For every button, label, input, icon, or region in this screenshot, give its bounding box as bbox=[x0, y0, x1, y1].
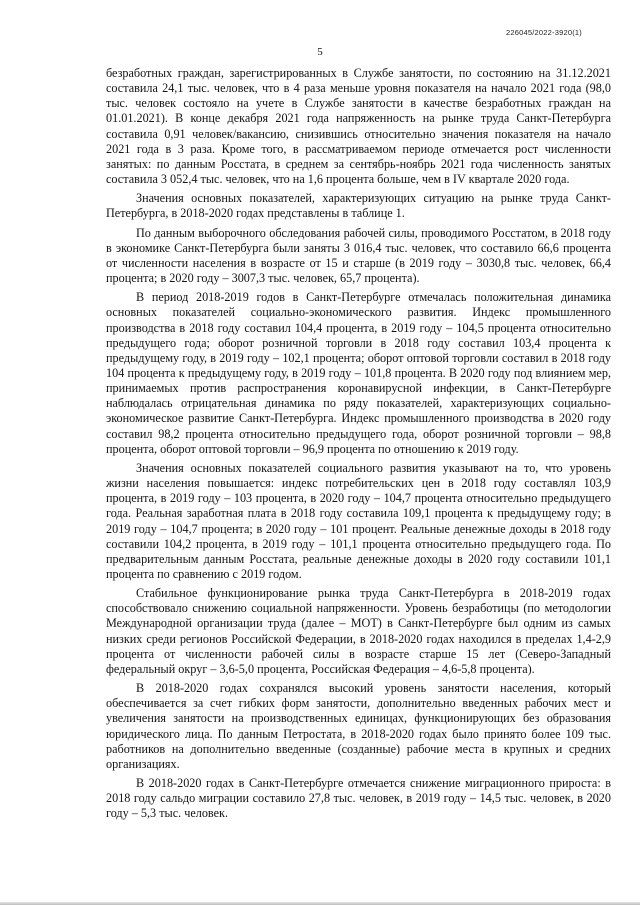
paragraph-employment-survey: По данным выборочного обследования рабочей силы, проводимого Росстатом, в 2018 году в экономике Санкт-Петербурга были заняты 3 016,4 тыс. человек, что составило 66,6 процента от численности населения в возрасте от 15 и старше (в 2019 году – 3030,8 тыс. человек, 66,4 процента; в 2020 году – 3007,3 тыс. человек, 65,7 процента). bbox=[106, 225, 611, 286]
paragraph-unemployment-continued: безработных граждан, зарегистрированных в Службе занятости, по состоянию на 31.12.2021 составила 24,1 тыс. человек, что в 4 раза меньше уровня показателя на начало 2021 года (98,0 тыс. человек состояло на учете в Службе занятости в качестве безработных граждан на 01.01.2021). В конце декабря 2021 года напряженность на рынке труда Санкт-Петербурга составила 0,91 человек/вакансию, снизившись относительно значения показателя на начало 2021 года в 3 раза. Кроме того, в рассматриваемом периоде отмечается рост численности занятых: по данным Росстата, в среднем за сентябрь-ноябрь 2021 года численность занятых составила 3 052,4 тыс. человек, что на 1,6 процента больше, чем в IV квартале 2020 года. bbox=[106, 66, 611, 187]
paragraph-migration: В 2018-2020 годах в Санкт-Петербурге отмечается снижение миграционного прироста: в 2018 году сальдо миграции составило 27,8 тыс. человек, в 2019 году – 14,5 тыс. человек, в 2020 году – 5,3 тыс. человек. bbox=[106, 776, 611, 821]
paragraph-employment-level: В 2018-2020 годах сохранялся высокий уровень занятости населения, который обеспечивается за счет гибких форм занятости, дополнительно введенных рабочих мест и увеличения занятости на производственных единицах, функционирующих без образования юридического лица. По данным Петростата, в 2018-2020 годах было принято более 109 тыс. работников на дополнительно введенные (созданные) рабочие места в крупных и средних организациях. bbox=[106, 681, 611, 771]
paragraph-economic-dynamics: В период 2018-2019 годов в Санкт-Петербурге отмечалась положительная динамика основных показателей социально-экономического развития. Индекс промышленного производства в 2018 году составил 104,4 процента, в 2019 году – 104,5 процента относительно предыдущего года; оборот розничной торговли в 2018 году составил 103,4 процента к предыдущему году, в 2019 году – 102,1 процента; оборот оптовой торговли составил в 2018 году 104 процента к предыдущему году, в 2019 году – 101,8 процента. В 2020 году под влиянием мер, принимаемых против распространения коронавирусной инфекции, в Санкт-Петербурге наблюдалась отрицательная динамика по ряду показателей, характеризующих социально-экономическое развитие Санкт-Петербурга. Индекс промышленного производства в 2020 году составил 98,2 процента относительно предыдущего года, оборот розничной торговли – 98,8 процента, оборот оптовой торговли – 96,9 процента по отношению к 2019 году. bbox=[106, 290, 611, 456]
page-number: 5 bbox=[317, 46, 323, 58]
document-id: 226045/2022-3920(1) bbox=[506, 28, 582, 37]
paragraph-table-reference: Значения основных показателей, характеризующих ситуацию на рынке труда Санкт-Петербурга, в 2018-2020 годах представлены в таблице 1. bbox=[106, 191, 611, 221]
body-text bbox=[106, 66, 611, 826]
paragraph-social-indicators: Значения основных показателей социального развития указывают на то, что уровень жизни населения повышается: индекс потребительских цен в 2018 году составлял 103,9 процента, в 2019 году – 103 процента, в 2020 году – 104,7 процента относительно предыдущего года. Реальная заработная плата в 2018 году составила 109,1 процента к предыдущему году; в 2019 году – 104,7 процента; в 2020 году – 101 процент. Реальные денежные доходы в 2018 году составили 104,2 процента, в 2019 году – 101,1 процента относительно предыдущего года. По предварительным данным Росстата, реальные денежные доходы в 2020 году составили 101,1 процента по сравнению с 2019 годом. bbox=[106, 460, 611, 581]
paragraph-unemployment-rate: Стабильное функционирование рынка труда Санкт-Петербурга в 2018-2019 годах способствовало снижению социальной напряженности. Уровень безработицы (по методологии Международной организации труда (далее – МОТ) в Санкт-Петербурге был одним из самых низких среди регионов Российской Федерации, в 2018-2020 годах находился в пределах 1,4-2,9 процента от численности рабочей силы в возрасте старше 15 лет (Северо-Западный федеральный округ – 3,6-5,0 процента, Российская Федерация – 4,6-5,8 процента). bbox=[106, 586, 611, 676]
